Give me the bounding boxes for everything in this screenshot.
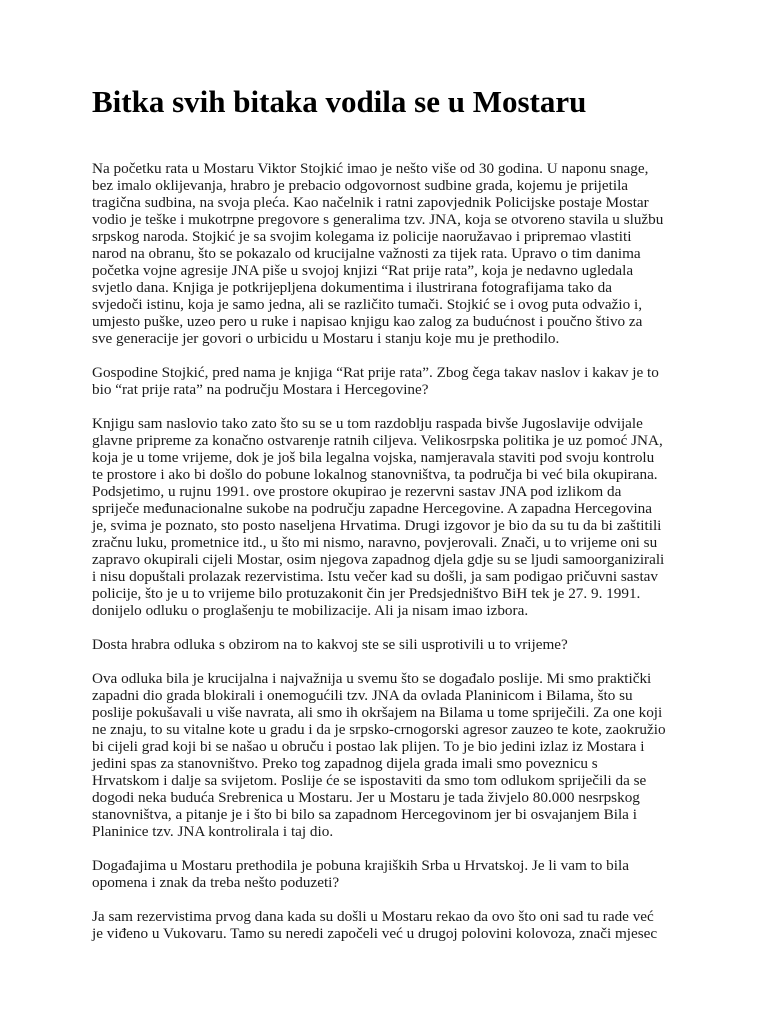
text-line: Knjigu sam naslovio tako zato što su se u tom razdoblju raspada bivše Jugoslavije odvijale xyxy=(92,415,643,432)
text-line: vodio je teške i mukotrpne pregovore s generalima tzv. JNA, koja se otvoreno stavila u službu xyxy=(92,211,664,228)
paragraph xyxy=(92,636,682,653)
paragraph xyxy=(92,670,682,840)
text-line: glavne pripreme za konačno ostvarenje ratnih ciljeva. Velikosrpska politika je uz pomoć JNA, xyxy=(92,432,663,449)
text-line: koja je u tome vrijeme, dok je još bila legalna vojska, namjeravala staviti pod svoju kontrolu xyxy=(92,449,655,466)
text-line: početka vojne agresije JNA piše u svojoj knjizi “Rat prije rata”, koja je nedavno ugledala xyxy=(92,262,634,279)
text-line: opomena i znak da treba nešto poduzeti? xyxy=(92,874,340,891)
text-line: policije, što je u to vrijeme bilo protuzakonit čin jer Predsjedništvo BiH tek je 27. 9. 1991. xyxy=(92,585,641,602)
text-line: ne znaju, to su vitalne kote u gradu i da je srpsko-crnogorski agresor zauzeo te kote, zaokružio xyxy=(92,721,666,738)
article-title: Bitka svih bitaka vodila se u Mostaru xyxy=(92,84,587,119)
text-line: bio “rat prije rata” na području Mostara i Hercegovine? xyxy=(92,381,429,398)
text-line: Gospodine Stojkić, pred nama je knjiga “Rat prije rata”. Zbog čega takav naslov i kakav je to xyxy=(92,364,659,381)
paragraph xyxy=(92,857,682,891)
text-line: poslije pokušavali u više navrata, ali smo ih okršajem na Bilama u tome spriječili. Za one koji xyxy=(92,704,663,721)
article-body xyxy=(92,160,682,959)
text-line: zapravo okupirali cijeli Mostar, osim njegova zapadnog djela gdje su se ljudi samoorganizirali xyxy=(92,551,665,568)
text-line: Na početku rata u Mostaru Viktor Stojkić imao je nešto više od 30 godina. U naponu snage, xyxy=(92,160,649,177)
text-line: i nisu dopuštali prolazak rezervistima. Istu večer kad su došli, ja sam podigao pričuvni sastav xyxy=(92,568,659,585)
paragraph xyxy=(92,364,682,398)
text-line: umjesto puške, uzeo pero u ruke i napisao knjigu kao zalog za budućnost i poučno štivo za xyxy=(92,313,643,330)
text-line: je, svima je poznato, sto posto naseljena Hrvatima. Drugi izgovor je bio da su tu da bi zaštitili xyxy=(92,517,662,534)
text-line: Dosta hrabra odluka s obzirom na to kakvoj ste se sili usprotivili u to vrijeme? xyxy=(92,636,568,653)
text-line: jedini spas za stanovništvo. Preko tog zapadnog dijela grada imali smo poveznicu s xyxy=(92,755,598,772)
text-line: bi cijeli grad koji bi se našao u obruču i postao lak plijen. To je bio jedini izlaz iz Mostara i xyxy=(92,738,645,755)
text-line: zapadni dio grada blokirali i onemogućili tzv. JNA da ovlada Planinicom i Bilama, što su xyxy=(92,687,633,704)
text-line: Planinice tzv. JNA kontrolirala i taj dio. xyxy=(92,823,334,840)
text-line: spriječe međunacionalne sukobe na području zapadne Hercegovine. A zapadna Hercegovina xyxy=(92,500,653,517)
text-line: te prostore i ako bi došlo do pobune lokalnog stanovništva, ta područja bi već bila okupirana. xyxy=(92,466,658,483)
text-line: tragična sudbina, na svoja pleća. Kao načelnik i ratni zapovjednik Policijske postaje Mostar xyxy=(92,194,649,211)
text-line: narod na obranu, što se pokazalo od krucijalne važnosti za tijek rata. Upravo o tim danima xyxy=(92,245,641,262)
text-line: Ova odluka bila je krucijalna i najvažnija u svemu što se događalo poslije. Mi smo praktički xyxy=(92,670,652,687)
text-line: donijelo odluku o proglašenju te mobilizacije. Ali ja nisam imao izbora. xyxy=(92,602,529,619)
text-line: Ja sam rezervistima prvog dana kada su došli u Mostaru rekao da ovo što oni sad tu rade već xyxy=(92,908,654,925)
paragraph xyxy=(92,908,682,942)
paragraph xyxy=(92,160,682,347)
text-line: svjedoči istinu, koja je samo jedna, ali se različito tumači. Stojkić se i ovog puta odvažio i, xyxy=(92,296,642,313)
text-line: Hrvatskom i dalje sa svijetom. Poslije će se ispostaviti da smo tom odlukom spriječili da se xyxy=(92,772,647,789)
text-line: srpskog naroda. Stojkić je sa svojim kolegama iz policije naoružavao i pripremao vlastiti xyxy=(92,228,632,245)
text-line: sve generacije jer govori o urbicidu u Mostaru i stanju koje mu je prethodilo. xyxy=(92,330,560,347)
text-line: je viđeno u Vukovaru. Tamo su neredi započeli već u drugoj polovini kolovoza, znači mjesec xyxy=(92,925,658,942)
text-line: bez imalo oklijevanja, hrabro je prebacio odgovornost sudbine grada, kojemu je prijetila xyxy=(92,177,629,194)
text-line: svjetlo dana. Knjiga je potkrijepljena dokumentima i ilustrirana fotografijama tako da xyxy=(92,279,613,296)
text-line: stanovništva, a pitanje je i što bi bilo sa zapadnom Hercegovinom jer bi osvajanjem Bila i xyxy=(92,806,637,823)
text-line: dogodi neka buduća Srebrenica u Mostaru. Jer u Mostaru je tada živjelo 80.000 nesrpskog xyxy=(92,789,640,806)
paragraph xyxy=(92,415,682,619)
text-line: zračnu luku, prometnice itd., u što mi nismo, naravno, povjerovali. Znači, u to vrijeme oni su xyxy=(92,534,658,551)
text-line: Podsjetimo, u rujnu 1991. ove prostore okupirao je rezervni sastav JNA pod izlikom da xyxy=(92,483,622,500)
text-line: Događajima u Mostaru prethodila je pobuna krajiških Srba u Hrvatskoj. Je li vam to bila xyxy=(92,857,629,874)
